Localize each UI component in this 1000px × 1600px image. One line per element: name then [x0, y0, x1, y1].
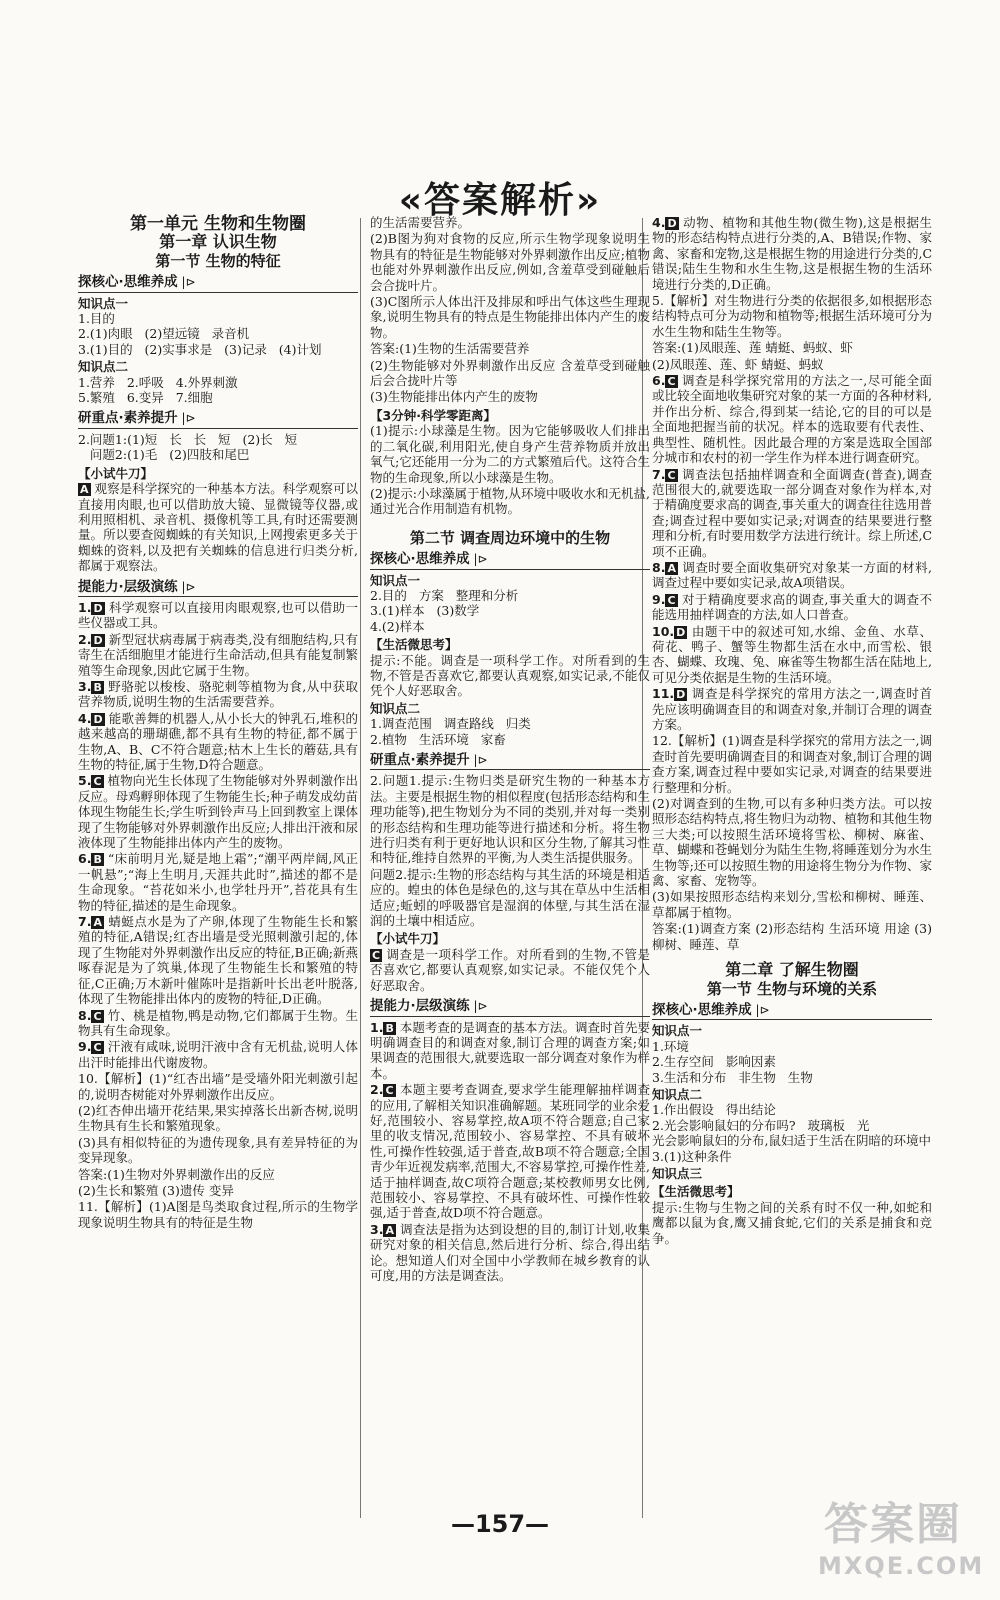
answer-paragraph: 12.【解析】(1)调查是科学探究的常用方法之一,调查时首先要明确调查目的和调查对象,制订合理的调查方案,调查过程中要如实记录,对调查的结果要进行整理和分析。: [652, 733, 932, 795]
knowledge-point-heading: 知识点一: [78, 295, 129, 311]
answer-paragraph: (3)生物能排出体内产生的废物: [370, 389, 538, 405]
answer-paragraph: 11.【解析】(1)A图是鸟类取食过程,所示的生物学现象说明生物具有的特征是生物: [78, 1199, 358, 1230]
answer-paragraph: (3)具有相似特征的为遗传现象,具有差异特征的为变异现象。: [78, 1134, 358, 1166]
answer-line: 1.调查范围 调查路线 归类: [370, 716, 531, 732]
answer-letter: C: [667, 593, 676, 607]
answer-paragraph: (2)红杏伸出墙开花结果,果实掉落长出新杏树,说明生物具有生长和繁殖现象。: [78, 1102, 358, 1134]
knowledge-point-heading: 知识点一: [652, 1023, 703, 1039]
answer-paragraph: 的生活需要营养。: [370, 215, 471, 230]
answer-line: 2.生存空间 影响因素: [652, 1054, 776, 1070]
answer-paragraph: (2)生长和繁殖 (3)遗传 变异: [78, 1182, 234, 1198]
answer-item: 5. C 植物向光生长体现了生物能够对外界刺激作出反应。母鸡孵卵体现了生物能生长;种子萌发成幼苗体现生物能生长;学生听到铃声马上回到教室上课体现了生物能够对外界刺激作出反应;人排出汗液和尿液体现了生物能排出体内产生的废物。: [78, 773, 358, 851]
answer-letter: C: [372, 948, 381, 962]
answer-letter: A: [80, 483, 89, 497]
page-title: «答案解析»: [398, 180, 602, 221]
answer-item: 4. D 能歌善舞的机器人,从小长大的钟乳石,堆积的越来越高的珊瑚礁,都不具有生物的特征,都不属于生物,A、B、C不符合题意;枯木上生长的蘑菇,具有生物的特征,属于生物,D符合题意。: [78, 710, 358, 772]
answer-item: 10. D 由题干中的叙述可知,水绵、金鱼、水草、荷花、鸭子、蟹等生物都生活在水中,而雪松、银杏、蝴蝶、玫瑰、兔、麻雀等生物都生活在陆地上,可见分类依据是生物的生活环境。: [652, 623, 932, 685]
answer-line: 1.目的: [78, 311, 115, 327]
answer-paragraph: (2)对调查到的生物,可以有多种归类方法。可以按照形态结构特点,将生物归为动物、植物和其他生物三大类;可以按照生活环境将雪松、柳树、麻雀、草、蝴蝶和苍蝇划分为陆生生物,将睡莲划分为水生生物等;还可以按照生物的用途将生物分为作物、家禽、家畜、宠物等。: [652, 796, 932, 889]
section-heading: 第一节 生物与环境的关系: [706, 979, 878, 998]
answer-letter: B: [385, 1021, 394, 1035]
answer-item: 7. A 蜻蜓点水是为了产卵,体现了生物能生长和繁殖的特征,A错误;红杏出墙是受光照刺激引起的,体现了生物能对外界刺激作出反应的特征,B正确;新燕啄春泥是为了筑巢,体现了生物能生长和繁殖的特征,C正确;万木新叶催陈叶是指新叶长出老叶脱落,体现了生物能排出体内的废物的特征,D正确。: [78, 914, 358, 1007]
answer-letter: C: [385, 1084, 394, 1098]
answer-paragraph: 问题2.提示:生物的形态结构与其生活的环境是相适应的。蝗虫的体色是绿色的,这与其在草丛中生活相适应;蚯蚓的呼吸器官是湿润的体壁,与其生活在湿润的土壤中相适应。: [370, 866, 650, 929]
band-heading: 探核心·思维养成 |⊳: [652, 1003, 932, 1020]
tag-heading: 【小试牛刀】: [78, 465, 154, 481]
answer-item: 6. B “床前明月光,疑是地上霜”;“潮平两岸阔,风正一帆悬”;“海上生明月,天涯共此时”,描述的都不是生命现象。“苔花如米小,也学牡丹开”,苔花具有生物的特征,描述的是生命现象。: [78, 851, 358, 913]
answer-paragraph: 10.【解析】(1)“红杏出墙”是受墙外阳光刺激引起的,说明杏树能对外界刺激作出反应。: [78, 1071, 358, 1102]
answer-letter: C: [93, 1009, 102, 1023]
tag-heading: 【生活微思考】: [652, 1184, 740, 1200]
answer-letter: C: [667, 468, 676, 482]
answer-column-1: [78, 215, 358, 1231]
answer-letter: D: [667, 217, 677, 230]
answer-line: 3.生活和分布 非生物 生物: [652, 1069, 813, 1085]
answer-letter: C: [93, 775, 102, 789]
tag-heading: 【3分钟·科学零距离】: [370, 407, 496, 423]
answer-item: 11. D 调查是科学探究的常用方法之一,调查时首先应该明确调查目的和调查对象,并制订合理的调查方案。: [652, 686, 932, 732]
section-heading: 第一节 生物的特征: [155, 251, 281, 270]
answer-item: 8. A 调查时要全面收集研究对象某一方面的材料,调查过程中要如实记录,故A项错误。: [652, 559, 932, 591]
tag-heading: 【生活微思考】: [370, 637, 458, 653]
answer-line: 2.(1)肉眼 (2)望远镜 录音机: [78, 326, 250, 342]
band-heading: 探核心·思维养成 |⊳: [370, 552, 650, 569]
knowledge-point-heading: 知识点二: [78, 359, 129, 375]
knowledge-point-heading: 知识点二: [652, 1086, 703, 1102]
answer-paragraph: 2.问题1.提示:生物归类是研究生物的一种基本方法。主要是根据生物的相似程度(包括形态结构和生理功能等),把生物划分为不同的类别,并对每一类别的形态结构和生理功能等进行描述和分析。将生物进行归类有利于更好地认识和区分生物,了解其习性和特征,维持自然界的平衡,为人类生活提供服务。: [370, 773, 650, 866]
answer-letter: D: [676, 688, 686, 702]
answer-item: 9. C 汗液有咸味,说明汗液中含有无机盐,说明人体出汗时能排出代谢废物。: [78, 1039, 358, 1070]
answer-item: 3. B 野骆驼以梭梭、骆驼刺等植物为食,从中获取营养物质,说明生物的生活需要营养。: [78, 678, 358, 710]
answer-letter: A: [667, 561, 676, 575]
answer-line: 光会影响鼠妇的分布,鼠妇适于生活在阴暗的环境中: [652, 1133, 931, 1149]
answer-letter: D: [93, 633, 103, 647]
answer-line: 1.作出假设 得出结论: [652, 1102, 776, 1118]
answer-letter: C: [667, 375, 676, 389]
answer-item: 1. B 本题考查的是调查的基本方法。调查时首先要明确调查目的和调查对象,制订合理的调查方案;如果调查的范围很大,就要选取一部分调查对象作为样本。: [370, 1019, 650, 1081]
answer-line: 2.植物 生活环境 家畜: [370, 731, 506, 747]
answer-line: 4.(2)样本: [370, 618, 425, 634]
watermark-url: MXQE.COM: [818, 1552, 985, 1580]
answer-item: 2. D 新型冠状病毒属于病毒类,没有细胞结构,只有寄生在活细胞里才能进行生命活动,但具有能复制繁殖等生命现象,因此它属于生物。: [78, 631, 358, 678]
answer-letter: B: [93, 853, 102, 867]
answer-column-3: [652, 215, 932, 1247]
answer-paragraph: (2)提示:小球藻属于植物,从环境中吸收水和无机盐,通过光合作用制造有机物。: [370, 485, 650, 517]
answer-paragraph: 答案:(1)调查方案 (2)形态结构 生活环境 用途 (3)柳树、睡莲、草: [652, 921, 932, 952]
answer-paragraph: (2)生物能够对外界刺激作出反应 含羞草受到碰触后会合拢叶片等: [370, 357, 650, 389]
answer-item: 6. C 调查是科学探究常用的方法之一,尽可能全面或比较全面地收集研究对象的某一方面的各种材料,并作出分析、综合,得到某一结论,它的目的可以是全面地把握当前的状况。样本的选取要有代表性、典型性、随机性。因此最合理的方案是选取全国部分城市和农村的初一学生作为样本进行调查研究。: [652, 373, 932, 466]
tag-heading: 【小试牛刀】: [370, 931, 446, 947]
answer-letter: A: [385, 1223, 394, 1237]
answer-paragraph: (3)如果按照形态结构来划分,雪松和柳树、睡莲、草都属于植物。: [652, 889, 932, 920]
answer-letter: D: [93, 601, 103, 615]
answer-item: 1. D 科学观察可以直接用肉眼观察,也可以借助一些仪器或工具。: [78, 599, 358, 631]
answer-paragraph: C 调查是一项科学工作。对所看到的生物,不管是否喜欢它,都要认真观察,如实记录。不能仅凭个人好恶取舍。: [370, 946, 650, 993]
band-heading: 研重点·素养提升 |⊳: [78, 411, 358, 428]
watermark-text: 答案圈: [824, 1499, 962, 1550]
answer-line: 5.繁殖 6.变异 7.细胞: [78, 390, 213, 406]
answer-letter: B: [93, 680, 102, 694]
answer-letter: D: [93, 712, 103, 726]
band-heading: 提能力·层级演练 |⊳: [370, 999, 650, 1016]
answer-item: 2. C 本题主要考查调查,要求学生能理解抽样调查的应用,了解相关知识准确解题。某班同学的业余爱好,范围较小、容易掌控,故A项不符合题意;自己家里的收支情况,范围较小、容易掌控、不具有破坏性,可操作性较强,适于普查,故B项不符合题意;全国青少年近视发病率,范围大,不容易掌控,可操作性差,适于抽样调查,故C项符合题意;某校教师男女比例,范围较小、容易掌控、不具有破坏性、可操作性较强,适于普查,故D项不符合题意。: [370, 1082, 650, 1221]
answer-paragraph: 答案:(1)生物的生活需要营养: [370, 341, 530, 357]
knowledge-point-heading: 知识点三: [652, 1165, 703, 1181]
answer-paragraph: A 观察是科学探究的一种基本方法。科学观察可以直接用肉眼,也可以借助放大镜、显微镜等仪器,或利用照相机、录音机、摄像机等工具,有时还需要测量。所以要查阅蜘蛛的有关知识,上网搜索更多关于蜘蛛的资料,以及把有关蜘蛛的信息进行归类分析,都属于观察法。: [78, 481, 358, 574]
answer-line: 3.(1)样本 (3)数学: [370, 603, 480, 619]
answer-item: 4. D 动物、植物和其他生物(微生物),这是根据生物的形态结构特点进行分类的,A、B错误;作物、家禽、家畜和宠物,这是根据生物的用途进行分类的,C错误;陆生生物和水生生物,这是根据生物的生活环境进行分类的,D正确。: [652, 215, 933, 292]
band-heading: 研重点·素养提升 |⊳: [370, 753, 650, 770]
answer-paragraph: (2)B图为狗对食物的反应,所示生物学现象说明生物具有的特征是生物能够对外界刺激作出反应;植物也能对外界刺激作出反应,例如,含羞草受到碰触后会合拢叶片。: [370, 231, 650, 293]
answer-paragraph: (2)凤眼莲、莲、虾 蜻蜓、蚂蚁: [652, 356, 824, 372]
answer-line: 2.目的 方案 整理和分析: [370, 587, 519, 603]
chapter-heading: 第二章 了解生物圈: [725, 960, 859, 980]
answer-line: 2.光会影响鼠妇的分布吗? 玻璃板 光: [652, 1117, 870, 1133]
knowledge-point-heading: 知识点二: [370, 700, 421, 716]
answer-column-2: [370, 215, 650, 1284]
answer-item: 7. C 调查法包括抽样调查和全面调查(普查),调查范围很大的,就要选取一部分调查对象作为样本,对于精确度要求高的调查,事关重大的调查往往选用普查;调查过程中要如实记录;对调查的结果要进行整理和分析,有时要用数学方法进行统计。综上所述,C项不正确。: [652, 466, 933, 559]
column-divider: [360, 218, 361, 1518]
answer-paragraph: 5.【解析】对生物进行分类的依据很多,如根据形态结构特点可分为动物和植物等;根据生活环境可分为水生生物和陆生生物等。: [652, 293, 932, 339]
watermark-logo: [818, 1488, 985, 1588]
band-heading: 探核心·思维养成 |⊳: [78, 275, 358, 292]
answer-line: 1.环境: [652, 1038, 689, 1054]
answer-item: 9. C 对于精确度要求高的调查,事关重大的调查不能选用抽样调查的方法,如人口普查。: [652, 591, 932, 623]
knowledge-point-heading: 知识点一: [370, 572, 421, 588]
page-number: —157—: [450, 1510, 550, 1538]
answer-letter: C: [93, 1041, 102, 1055]
answer-paragraph: (3)C图所示人体出汗及排尿和呼出气体这些生理现象,说明生物具有的特点是生物能排出体内产生的废物。: [370, 294, 650, 340]
answer-line: 3.(1)目的 (2)实事求是 (3)记录 (4)计划: [78, 341, 322, 357]
answer-paragraph: 提示:生物与生物之间的关系有时不仅一种,如蛇和鹰都以鼠为食,鹰又捕食蛇,它们的关系是捕食和竞争。: [652, 1199, 932, 1246]
answer-letter: A: [93, 916, 102, 930]
answer-line: 1.营养 2.呼吸 4.外界刺激: [78, 374, 238, 390]
answer-item: 8. C 竹、桃是植物,鸭是动物,它们都属于生物。生物具有生命现象。: [78, 1007, 358, 1038]
answer-item: 3. A 调查法是指为达到设想的目的,制订计划,收集研究对象的相关信息,然后进行分析、综合,得出结论。想知道人们对全国中小学教师在城乡教育的认可度,用的方法是调查法。: [370, 1221, 650, 1283]
answer-paragraph: 答案:(1)凤眼莲、莲 蜻蜓、蚂蚁、虾: [652, 340, 853, 356]
section-heading: 第二节 调查周边环境中的生物: [409, 528, 611, 547]
chapter-heading: 第一章 认识生物: [159, 232, 277, 252]
answer-paragraph: 答案:(1)生物对外界刺激作出的反应: [78, 1166, 275, 1182]
answer-line: 问题2:(1)毛 (2)四肢和尾巴: [78, 447, 250, 463]
band-heading: 提能力·层级演练 |⊳: [78, 580, 358, 597]
unit-heading: 第一单元 生物和生物圈: [130, 214, 306, 234]
answer-paragraph: (1)提示:小球藻是生物。因为它能够吸收人们排出的二氧化碳,利用阳光,使自身产生营养物质并放出氧气;它还能用一分为二的方式繁殖后代。这符合生物的生命现象,所以小球藻是生物。: [370, 423, 650, 485]
answer-line: 2.问题1:(1)短 长 长 短 (2)长 短: [78, 431, 298, 447]
answer-line: 3.(1)这种条件: [652, 1148, 732, 1164]
answer-paragraph: 提示:不能。调查是一项科学工作。对所看到的生物,不管是否喜欢它,都要认真观察,如实记录,不能仅凭个人好恶取舍。: [370, 652, 650, 699]
answer-letter: D: [676, 625, 686, 639]
